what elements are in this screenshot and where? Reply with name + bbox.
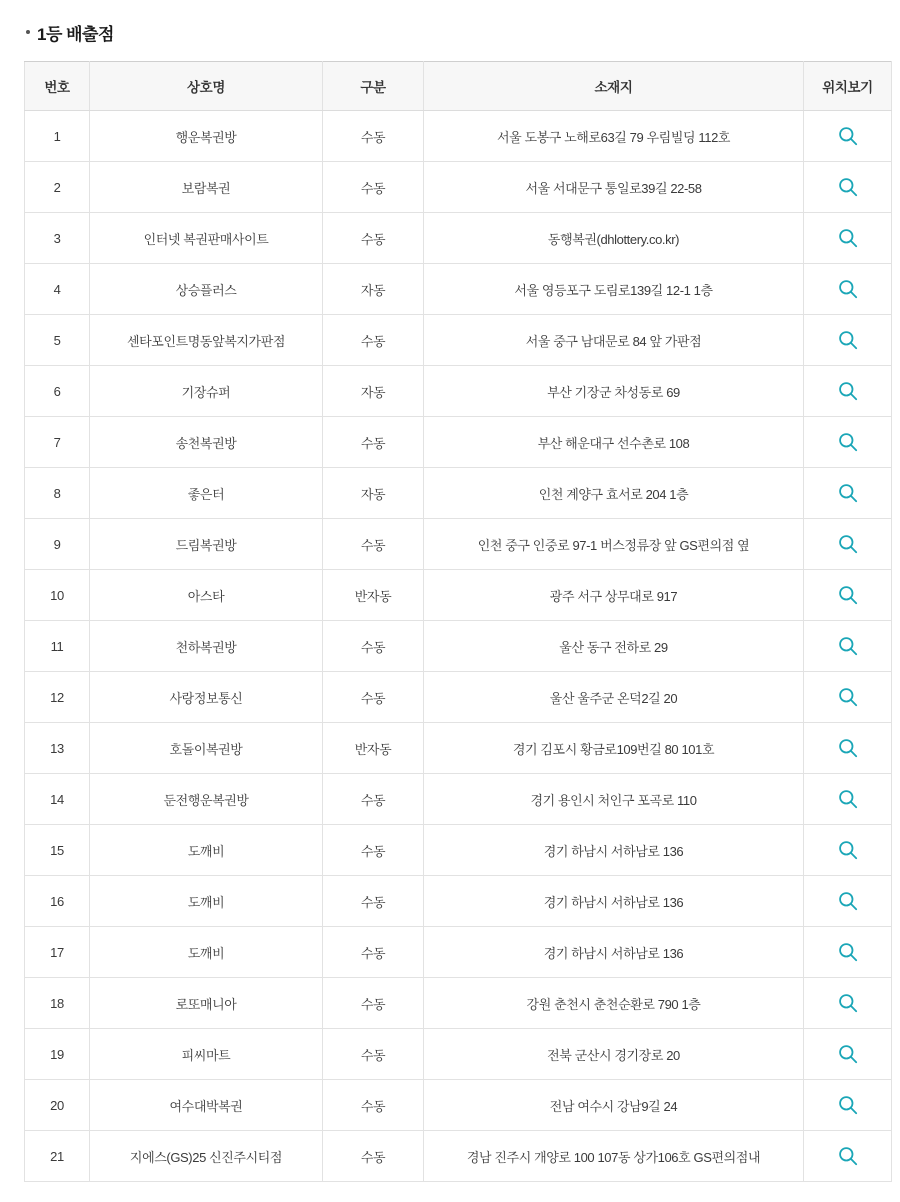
column-header-store: 상호명: [90, 62, 323, 111]
table-row: [25, 366, 892, 417]
cell-store-name: 좋은터: [90, 468, 323, 519]
table-row: [25, 213, 892, 264]
cell-type: 수동: [323, 111, 424, 162]
cell-store-name: 아스타: [90, 570, 323, 621]
cell-address: 인천 중구 인중로 97-1 버스정류장 앞 GS편의점 옆: [424, 519, 804, 570]
cell-map: [804, 417, 892, 468]
cell-no: 6: [25, 366, 90, 417]
cell-store-name: 도깨비: [90, 927, 323, 978]
cell-map: [804, 876, 892, 927]
view-location-button[interactable]: [834, 377, 862, 405]
cell-type: 수동: [323, 1029, 424, 1080]
cell-address: 광주 서구 상무대로 917: [424, 570, 804, 621]
search-icon: [837, 329, 859, 351]
view-location-button[interactable]: [834, 1091, 862, 1119]
search-icon: [837, 584, 859, 606]
view-location-button[interactable]: [834, 938, 862, 966]
cell-no: 4: [25, 264, 90, 315]
cell-map: [804, 927, 892, 978]
search-icon: [837, 176, 859, 198]
table-row: [25, 621, 892, 672]
cell-map: [804, 366, 892, 417]
table-row: [25, 1131, 892, 1182]
cell-type: 수동: [323, 417, 424, 468]
cell-store-name: 여수대박복권: [90, 1080, 323, 1131]
cell-type: 자동: [323, 468, 424, 519]
cell-type: 수동: [323, 315, 424, 366]
search-icon: [837, 482, 859, 504]
cell-no: 2: [25, 162, 90, 213]
cell-address: 동행복권(dhlottery.co.kr): [424, 213, 804, 264]
cell-type: 반자동: [323, 570, 424, 621]
table-header: [25, 62, 892, 111]
table-row: [25, 1029, 892, 1080]
cell-no: 17: [25, 927, 90, 978]
column-header-map: 위치보기: [804, 62, 892, 111]
cell-no: 10: [25, 570, 90, 621]
column-header-type: 구분: [323, 62, 424, 111]
cell-no: 5: [25, 315, 90, 366]
table-row: [25, 162, 892, 213]
search-icon: [837, 533, 859, 555]
cell-map: [804, 315, 892, 366]
view-location-button[interactable]: [834, 632, 862, 660]
cell-store-name: 상승플러스: [90, 264, 323, 315]
view-location-button[interactable]: [834, 530, 862, 558]
cell-no: 8: [25, 468, 90, 519]
table-row: [25, 825, 892, 876]
cell-map: [804, 978, 892, 1029]
first-prize-stores-table: [24, 61, 892, 1182]
cell-address: 경기 하남시 서하남로 136: [424, 927, 804, 978]
page-title: [26, 20, 876, 45]
cell-address: 부산 기장군 차성동로 69: [424, 366, 804, 417]
page-title-label: 1등 배출점: [37, 25, 114, 44]
cell-type: 수동: [323, 213, 424, 264]
table-body: [25, 111, 892, 1182]
view-location-button[interactable]: [834, 887, 862, 915]
search-icon: [837, 1145, 859, 1167]
cell-address: 부산 해운대구 선수촌로 108: [424, 417, 804, 468]
cell-map: [804, 1131, 892, 1182]
cell-store-name: 인터넷 복권판매사이트: [90, 213, 323, 264]
cell-map: [804, 570, 892, 621]
cell-no: 9: [25, 519, 90, 570]
view-location-button[interactable]: [834, 581, 862, 609]
cell-store-name: 보람복권: [90, 162, 323, 213]
search-icon: [837, 227, 859, 249]
cell-no: 14: [25, 774, 90, 825]
cell-map: [804, 621, 892, 672]
cell-map: [804, 519, 892, 570]
cell-type: 수동: [323, 927, 424, 978]
view-location-button[interactable]: [834, 836, 862, 864]
cell-store-name: 천하복권방: [90, 621, 323, 672]
cell-address: 경남 진주시 개양로 100 107동 상가106호 GS편의점내: [424, 1131, 804, 1182]
search-icon: [837, 839, 859, 861]
cell-map: [804, 774, 892, 825]
table-row: [25, 927, 892, 978]
cell-no: 1: [25, 111, 90, 162]
cell-map: [804, 468, 892, 519]
view-location-button[interactable]: [834, 989, 862, 1017]
cell-type: 수동: [323, 621, 424, 672]
cell-type: 수동: [323, 978, 424, 1029]
cell-address: 서울 서대문구 통일로39길 22-58: [424, 162, 804, 213]
cell-type: 수동: [323, 672, 424, 723]
cell-store-name: 로또매니아: [90, 978, 323, 1029]
view-location-button[interactable]: [834, 326, 862, 354]
cell-type: 수동: [323, 519, 424, 570]
cell-address: 울산 울주군 온덕2길 20: [424, 672, 804, 723]
view-location-button[interactable]: [834, 275, 862, 303]
table-row: [25, 978, 892, 1029]
cell-address: 경기 김포시 황금로109번길 80 101호: [424, 723, 804, 774]
cell-type: 자동: [323, 264, 424, 315]
cell-no: 12: [25, 672, 90, 723]
cell-store-name: 지에스(GS)25 신진주시티점: [90, 1131, 323, 1182]
cell-address: 서울 도봉구 노해로63길 79 우림빌딩 112호: [424, 111, 804, 162]
view-location-button[interactable]: [834, 122, 862, 150]
table-row: [25, 417, 892, 468]
cell-address: 전남 여수시 강남9길 24: [424, 1080, 804, 1131]
cell-no: 21: [25, 1131, 90, 1182]
cell-address: 전북 군산시 경기장로 20: [424, 1029, 804, 1080]
cell-address: 경기 하남시 서하남로 136: [424, 825, 804, 876]
search-icon: [837, 278, 859, 300]
search-icon: [837, 1043, 859, 1065]
cell-type: 수동: [323, 876, 424, 927]
bullet-dot-icon: [26, 30, 30, 34]
table-header-row: [25, 62, 892, 111]
search-icon: [837, 686, 859, 708]
cell-map: [804, 825, 892, 876]
cell-store-name: 도깨비: [90, 825, 323, 876]
view-location-button[interactable]: [834, 1040, 862, 1068]
cell-no: 20: [25, 1080, 90, 1131]
cell-store-name: 행운복권방: [90, 111, 323, 162]
cell-map: [804, 1080, 892, 1131]
cell-map: [804, 1029, 892, 1080]
search-icon: [837, 941, 859, 963]
cell-store-name: 송천복권방: [90, 417, 323, 468]
cell-map: [804, 264, 892, 315]
table-row: [25, 672, 892, 723]
cell-type: 수동: [323, 1131, 424, 1182]
cell-map: [804, 162, 892, 213]
view-location-button[interactable]: [834, 479, 862, 507]
cell-no: 11: [25, 621, 90, 672]
column-header-address: 소재지: [424, 62, 804, 111]
cell-address: 서울 중구 남대문로 84 앞 가판점: [424, 315, 804, 366]
view-location-button[interactable]: [834, 683, 862, 711]
search-icon: [837, 1094, 859, 1116]
cell-store-name: 피씨마트: [90, 1029, 323, 1080]
cell-store-name: 사랑정보통신: [90, 672, 323, 723]
view-location-button[interactable]: [834, 173, 862, 201]
cell-type: 자동: [323, 366, 424, 417]
view-location-button[interactable]: [834, 785, 862, 813]
cell-address: 강원 춘천시 춘천순환로 790 1층: [424, 978, 804, 1029]
table-row: [25, 723, 892, 774]
cell-store-name: 도깨비: [90, 876, 323, 927]
search-icon: [837, 890, 859, 912]
cell-map: [804, 672, 892, 723]
search-icon: [837, 992, 859, 1014]
cell-address: 울산 동구 전하로 29: [424, 621, 804, 672]
cell-store-name: 센타포인트명동앞복지가판점: [90, 315, 323, 366]
view-location-button[interactable]: [834, 1142, 862, 1170]
cell-type: 수동: [323, 825, 424, 876]
table-row: [25, 111, 892, 162]
cell-store-name: 기장슈퍼: [90, 366, 323, 417]
search-icon: [837, 431, 859, 453]
cell-no: 16: [25, 876, 90, 927]
cell-type: 수동: [323, 162, 424, 213]
table-row: [25, 774, 892, 825]
cell-store-name: 드림복권방: [90, 519, 323, 570]
cell-no: 19: [25, 1029, 90, 1080]
cell-no: 13: [25, 723, 90, 774]
cell-address: 서울 영등포구 도림로139길 12-1 1층: [424, 264, 804, 315]
cell-address: 경기 하남시 서하남로 136: [424, 876, 804, 927]
table-row: [25, 519, 892, 570]
cell-no: 18: [25, 978, 90, 1029]
table-row: [25, 876, 892, 927]
column-header-no: 번호: [25, 62, 90, 111]
cell-address: 인천 계양구 효서로 204 1층: [424, 468, 804, 519]
table-row: [25, 570, 892, 621]
search-icon: [837, 635, 859, 657]
cell-type: 수동: [323, 774, 424, 825]
cell-no: 3: [25, 213, 90, 264]
search-icon: [837, 737, 859, 759]
search-icon: [837, 380, 859, 402]
view-location-button[interactable]: [834, 734, 862, 762]
cell-map: [804, 213, 892, 264]
cell-no: 7: [25, 417, 90, 468]
cell-type: 반자동: [323, 723, 424, 774]
cell-map: [804, 111, 892, 162]
cell-type: 수동: [323, 1080, 424, 1131]
view-location-button[interactable]: [834, 224, 862, 252]
cell-store-name: 둔전행운복권방: [90, 774, 323, 825]
table-row: [25, 1080, 892, 1131]
table-row: [25, 468, 892, 519]
cell-address: 경기 용인시 처인구 포곡로 110: [424, 774, 804, 825]
table-row: [25, 264, 892, 315]
cell-map: [804, 723, 892, 774]
cell-store-name: 호돌이복권방: [90, 723, 323, 774]
view-location-button[interactable]: [834, 428, 862, 456]
search-icon: [837, 788, 859, 810]
search-icon: [837, 125, 859, 147]
cell-no: 15: [25, 825, 90, 876]
table-row: [25, 315, 892, 366]
